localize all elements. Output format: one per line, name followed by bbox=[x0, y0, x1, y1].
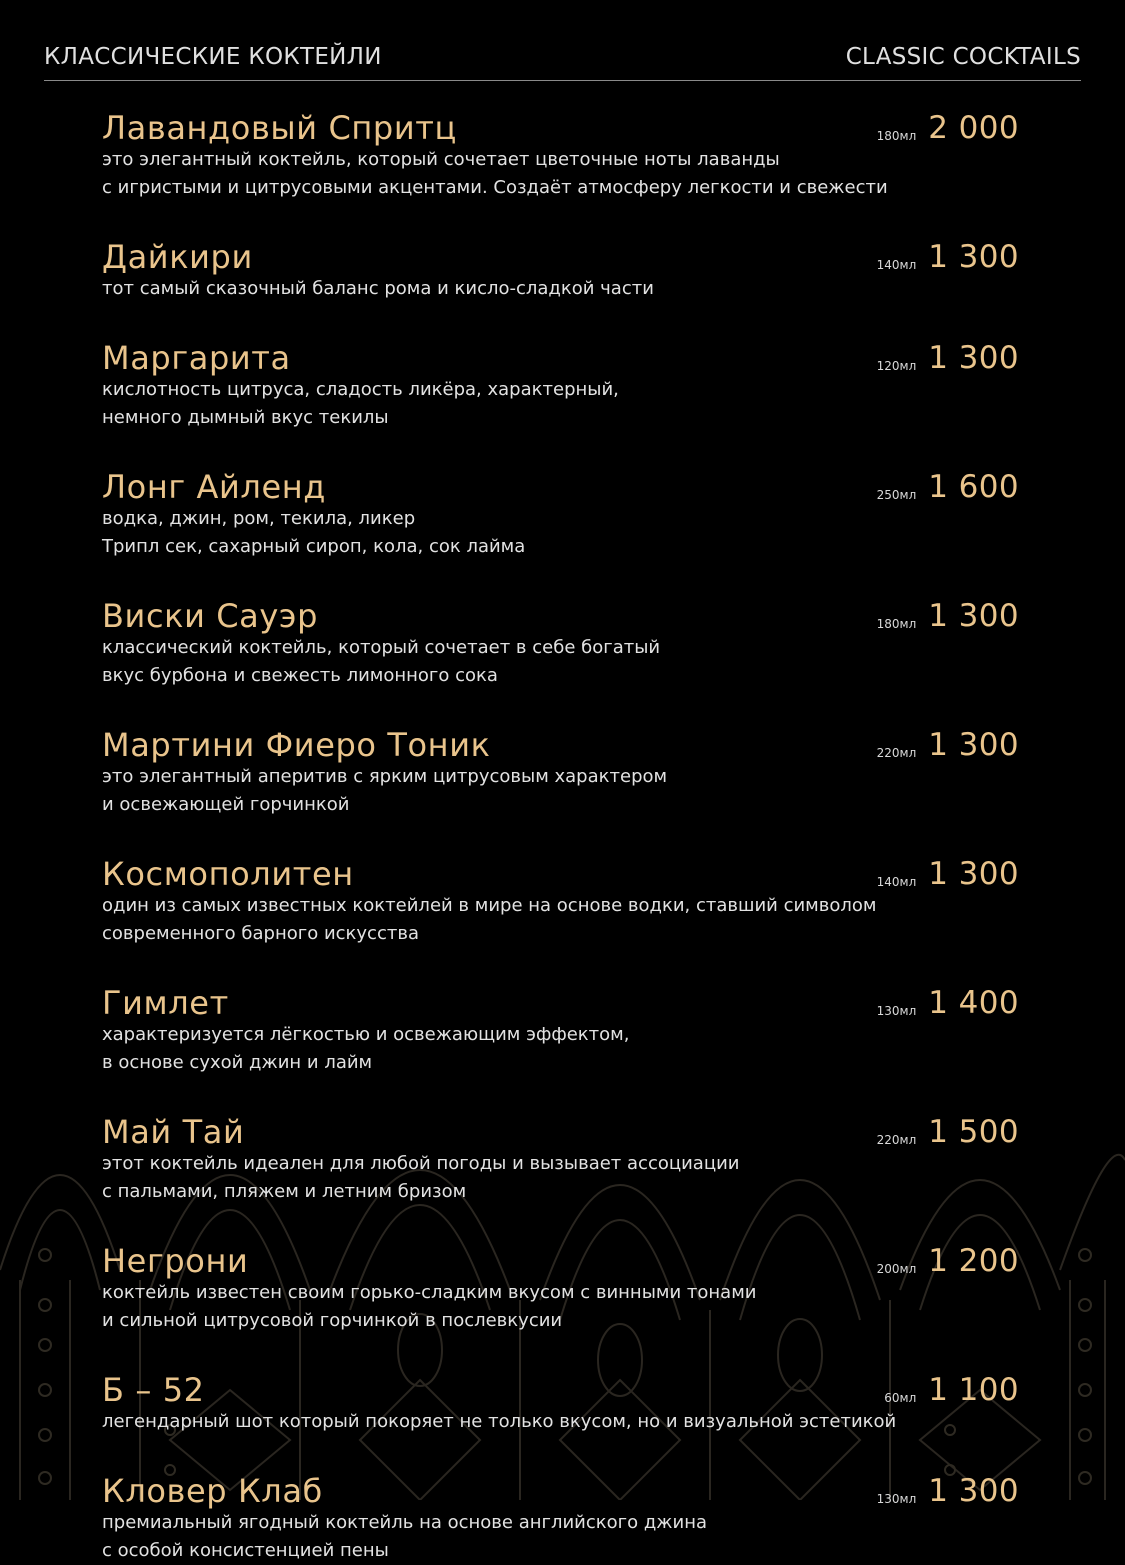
item-name: Космополитен bbox=[102, 855, 354, 893]
item-price: 1 400 bbox=[928, 985, 1019, 1021]
item-volume: 180мл bbox=[876, 617, 917, 631]
item-name: Гимлет bbox=[102, 984, 229, 1022]
item-description: водка, джин, ром, текила, ликер Трипл сек, сахарный сироп, кола, сок лайма bbox=[102, 508, 526, 557]
item-name: Мартини Фиеро Тоник bbox=[102, 726, 491, 764]
item-volume: 140мл bbox=[876, 258, 917, 272]
item-price: 1 300 bbox=[928, 1473, 1019, 1509]
item-description: классический коктейль, который сочетает в себе богатый вкус бурбона и свежесть лимонного сока bbox=[102, 637, 661, 686]
item-volume: 200мл bbox=[876, 1262, 917, 1276]
item-name: Май Тай bbox=[102, 1113, 245, 1151]
item-description: один из самых известных коктейлей в мире на основе водки, ставший символом современного барного искусства bbox=[102, 895, 877, 944]
item-price: 1 300 bbox=[928, 340, 1019, 376]
item-price: 1 600 bbox=[928, 469, 1019, 505]
item-name: Лавандовый Спритц bbox=[102, 109, 457, 147]
item-volume: 120мл bbox=[876, 359, 917, 373]
cocktail-list bbox=[102, 108, 1019, 1565]
item-description: характеризуется лёгкостью и освежающим эффектом, в основе сухой джин и лайм bbox=[102, 1024, 630, 1073]
menu-item bbox=[102, 108, 1019, 202]
menu-item bbox=[102, 596, 1019, 690]
section-title-en: CLASSIC COCKTAILS bbox=[845, 44, 1081, 70]
item-price: 1 200 bbox=[928, 1243, 1019, 1279]
item-volume: 220мл bbox=[876, 746, 917, 760]
item-name: Маргарита bbox=[102, 339, 291, 377]
item-name: Негрони bbox=[102, 1242, 249, 1280]
menu-header bbox=[44, 40, 1081, 81]
menu-item bbox=[102, 1471, 1019, 1565]
item-volume: 180мл bbox=[876, 129, 917, 143]
item-price: 1 300 bbox=[928, 856, 1019, 892]
item-name: Виски Сауэр bbox=[102, 597, 319, 635]
item-volume: 130мл bbox=[876, 1492, 917, 1506]
item-description: кислотность цитруса, сладость ликёра, характерный, немного дымный вкус текилы bbox=[102, 379, 619, 428]
item-name: Кловер Клаб bbox=[102, 1472, 323, 1510]
item-price: 1 300 bbox=[928, 598, 1019, 634]
menu-item bbox=[102, 1112, 1019, 1206]
item-volume: 60мл bbox=[884, 1391, 917, 1405]
menu-item bbox=[102, 1241, 1019, 1335]
section-title-ru: КЛАССИЧЕСКИЕ КОКТЕЙЛИ bbox=[44, 44, 382, 70]
menu-item bbox=[102, 983, 1019, 1077]
item-description: это элегантный аперитив с ярким цитрусовым характером и освежающей горчинкой bbox=[102, 766, 668, 815]
menu-item bbox=[102, 338, 1019, 432]
menu-item bbox=[102, 237, 1019, 303]
item-description: легендарный шот который покоряет не только вкусом, но и визуальной эстетикой bbox=[102, 1411, 897, 1432]
item-name: Дайкири bbox=[102, 238, 253, 276]
menu-item bbox=[102, 467, 1019, 561]
item-price: 1 100 bbox=[928, 1372, 1019, 1408]
item-name: Б – 52 bbox=[102, 1371, 205, 1409]
menu-item bbox=[102, 725, 1019, 819]
menu-item bbox=[102, 1370, 1019, 1436]
item-description: этот коктейль идеален для любой погоды и вызывает ассоциации с пальмами, пляжем и летним бризом bbox=[102, 1153, 740, 1202]
item-price: 2 000 bbox=[928, 110, 1019, 146]
item-description: коктейль известен своим горько-сладким вкусом с винными тонами и сильной цитрусовой горчинкой в послевкусии bbox=[102, 1282, 757, 1331]
menu-item bbox=[102, 854, 1019, 948]
item-volume: 220мл bbox=[876, 1133, 917, 1147]
item-name: Лонг Айленд bbox=[102, 468, 327, 506]
item-volume: 140мл bbox=[876, 875, 917, 889]
item-price: 1 500 bbox=[928, 1114, 1019, 1150]
item-volume: 250мл bbox=[876, 488, 917, 502]
item-price: 1 300 bbox=[928, 727, 1019, 763]
item-description: тот самый сказочный баланс рома и кисло-сладкой части bbox=[102, 278, 654, 299]
item-volume: 130мл bbox=[876, 1004, 917, 1018]
item-description: это элегантный коктейль, который сочетает цветочные ноты лаванды с игристыми и цитрусовыми акцентами. Создаёт атмосферу легкости и свежести bbox=[102, 149, 888, 198]
item-price: 1 300 bbox=[928, 239, 1019, 275]
item-description: премиальный ягодный коктейль на основе английского джина с особой консистенцией пены bbox=[102, 1512, 707, 1561]
